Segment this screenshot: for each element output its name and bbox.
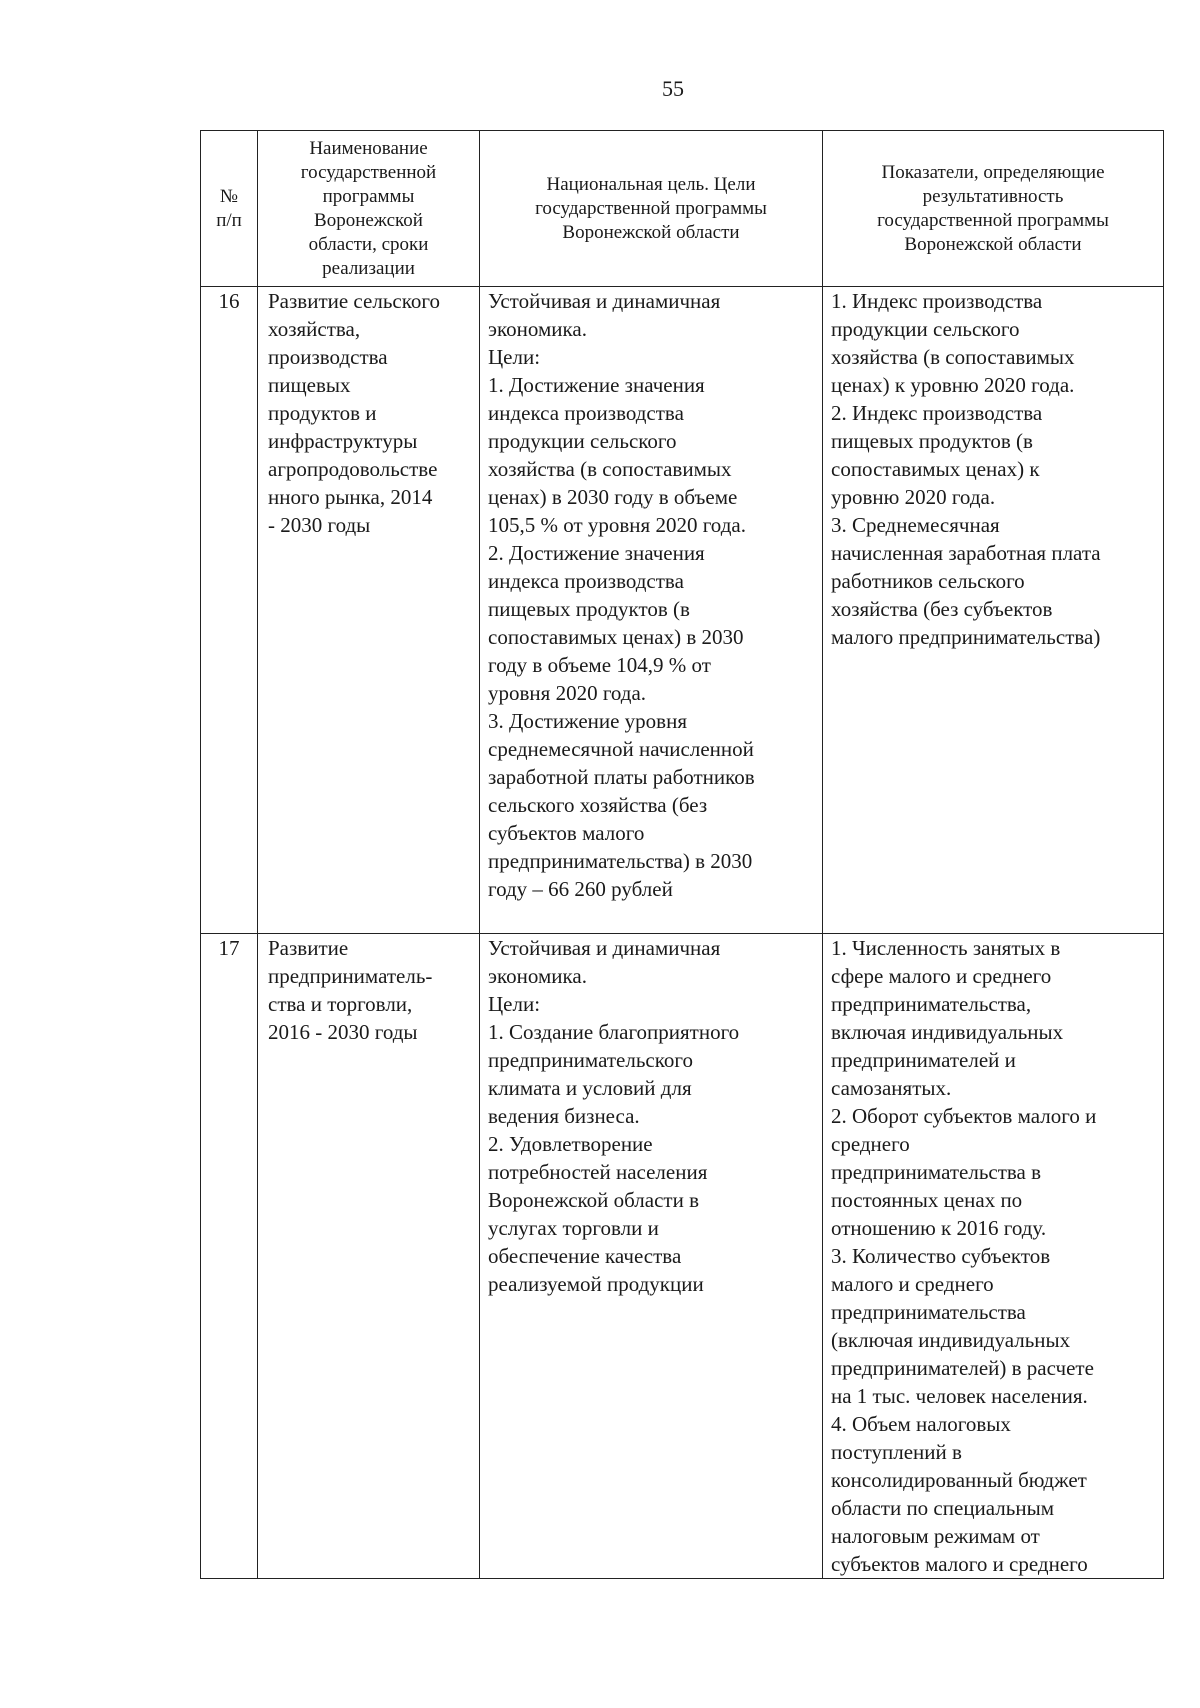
text-line: сопоставимых ценах) в 2030 (488, 625, 744, 649)
text-line: 3. Достижение уровня (488, 709, 687, 733)
text-line: программы (322, 185, 415, 207)
program-indicators (823, 934, 1164, 1579)
text-line: Наименование (309, 137, 428, 159)
text-line: Показатели, определяющие (881, 161, 1105, 183)
text-line: продукции сельского (831, 317, 1020, 341)
text-line: обеспечение качества (488, 1244, 682, 1268)
text-line: Воронежской области (562, 221, 740, 243)
text-line: среднего (831, 1132, 910, 1156)
text-line: субъектов малого (488, 821, 645, 845)
text-line: предпринимательства (831, 1300, 1026, 1324)
text-line: результативность (922, 185, 1064, 207)
text-line: уровня 2020 года. (488, 681, 647, 705)
text-line: ценах) в 2030 году в объеме (488, 485, 738, 509)
text-line: - 2030 годы (268, 513, 371, 537)
text-line: Развитие (268, 936, 349, 960)
text-line: экономика. (488, 317, 587, 341)
text-line: субъектов малого и среднего (831, 1552, 1088, 1576)
text-line: Воронежской (314, 209, 423, 231)
text-line: Национальная цель. Цели (546, 173, 756, 195)
text-line: среднемесячной начисленной (488, 737, 754, 761)
text-line: Развитие сельского (268, 289, 440, 313)
text-line: предпринимательства, (831, 992, 1032, 1016)
text-line: налоговым режимам от (831, 1524, 1040, 1548)
text-line: заработной платы работников (488, 765, 755, 789)
text-line: реализуемой продукции (488, 1272, 704, 1296)
text-line: сфере малого и среднего (831, 964, 1052, 988)
text-line: консолидированный бюджет (831, 1468, 1087, 1492)
text-line: самозанятых. (831, 1076, 952, 1100)
text-line: постоянных ценах по (831, 1188, 1023, 1212)
text-line: государственной (300, 161, 437, 183)
text-line: хозяйства (без субъектов (831, 597, 1053, 621)
text-line: 2. Удовлетворение (488, 1132, 653, 1156)
text-line: индекса производства (488, 401, 684, 425)
text-line: 2. Индекс производства (831, 401, 1043, 425)
text-line: № (219, 185, 239, 207)
text-line: хозяйства (в сопоставимых (488, 457, 732, 481)
text-line: 2. Достижение значения (488, 541, 705, 565)
text-line: отношению к 2016 году. (831, 1216, 1047, 1240)
text-line: хозяйства (в сопоставимых (831, 345, 1075, 369)
text-line: индекса производства (488, 569, 684, 593)
text-line: Устойчивая и динамичная (488, 289, 721, 313)
text-line: агропродовольстве (268, 457, 438, 481)
program-name (258, 287, 480, 934)
header-num (201, 131, 258, 287)
programs-table (200, 130, 1164, 1579)
text-line: реализации (322, 257, 415, 279)
text-line: продукции сельского (488, 429, 677, 453)
text-line: малого предпринимательства) (831, 625, 1101, 649)
text-line: экономика. (488, 964, 587, 988)
text-line: производства (268, 345, 388, 369)
text-line: пищевых продуктов (в (831, 429, 1033, 453)
text-line: ведения бизнеса. (488, 1104, 640, 1128)
text-line: малого и среднего (831, 1272, 994, 1296)
text-line: нного рынка, 2014 (268, 485, 433, 509)
text-line: 4. Объем налоговых (831, 1412, 1011, 1436)
header-program-name (258, 131, 480, 287)
text-line: 2016 - 2030 годы (268, 1020, 418, 1044)
text-line: 1. Численность занятых в (831, 936, 1061, 960)
program-indicators (823, 287, 1164, 934)
table-row (201, 934, 1164, 1579)
text-line: пищевых (268, 373, 351, 397)
program-goals (480, 934, 823, 1579)
text-line: Цели: (488, 345, 541, 369)
table-row (201, 287, 1164, 934)
text-line: уровню 2020 года. (831, 485, 996, 509)
text-line: на 1 тыс. человек населения. (831, 1384, 1088, 1408)
page-number: 55 (662, 76, 684, 101)
text-line: предпринимателей и (831, 1048, 1016, 1072)
text-line: предпринимательства) в 2030 (488, 849, 753, 873)
text-line: предпринимательского (488, 1048, 693, 1072)
header-indicators (823, 131, 1164, 287)
text-line: ценах) к уровню 2020 года. (831, 373, 1075, 397)
text-line: пищевых продуктов (в (488, 597, 690, 621)
header-goals (480, 131, 823, 287)
text-line: начисленная заработная плата (831, 541, 1101, 565)
text-line: работников сельского (831, 569, 1025, 593)
text-line: 105,5 % от уровня 2020 года. (488, 513, 746, 537)
row-number: 16 (201, 287, 258, 934)
text-line: поступлений в (831, 1440, 962, 1464)
text-line: (включая индивидуальных (831, 1328, 1071, 1352)
text-line: инфраструктуры (268, 429, 418, 453)
text-line: продуктов и (268, 401, 377, 425)
text-line: предпринимателей) в расчете (831, 1356, 1094, 1380)
text-line: Воронежской области (904, 233, 1082, 255)
text-line: хозяйства, (268, 317, 361, 341)
text-line: Устойчивая и динамичная (488, 936, 721, 960)
text-line: включая индивидуальных (831, 1020, 1064, 1044)
text-line: Цели: (488, 992, 541, 1016)
text-line: п/п (216, 209, 242, 231)
text-line: 2. Оборот субъектов малого и (831, 1104, 1097, 1128)
text-line: году в объеме 104,9 % от (488, 653, 711, 677)
text-line: ства и торговли, (268, 992, 413, 1016)
row-number: 17 (201, 934, 258, 1579)
text-line: государственной программы (535, 197, 767, 219)
text-line: 1. Индекс производства (831, 289, 1043, 313)
text-line: потребностей населения (488, 1160, 708, 1184)
text-line: сопоставимых ценах) к (831, 457, 1040, 481)
text-line: услугах торговли и (488, 1216, 659, 1240)
text-line: году – 66 260 рублей (488, 877, 673, 901)
text-line: 1. Достижение значения (488, 373, 705, 397)
text-line: Воронежской области в (488, 1188, 700, 1212)
text-line: 1. Создание благоприятного (488, 1020, 740, 1044)
program-name (258, 934, 480, 1579)
text-line: 3. Количество субъектов (831, 1244, 1051, 1268)
text-line: государственной программы (877, 209, 1109, 231)
table-header-row (201, 131, 1164, 287)
text-line: 3. Среднемесячная (831, 513, 1000, 537)
text-line: предпринимательства в (831, 1160, 1042, 1184)
text-line: сельского хозяйства (без (488, 793, 708, 817)
text-line: области, сроки (308, 233, 429, 255)
text-line: климата и условий для (488, 1076, 692, 1100)
text-line: области по специальным (831, 1496, 1054, 1520)
program-goals (480, 287, 823, 934)
text-line: предприниматель- (268, 964, 433, 988)
